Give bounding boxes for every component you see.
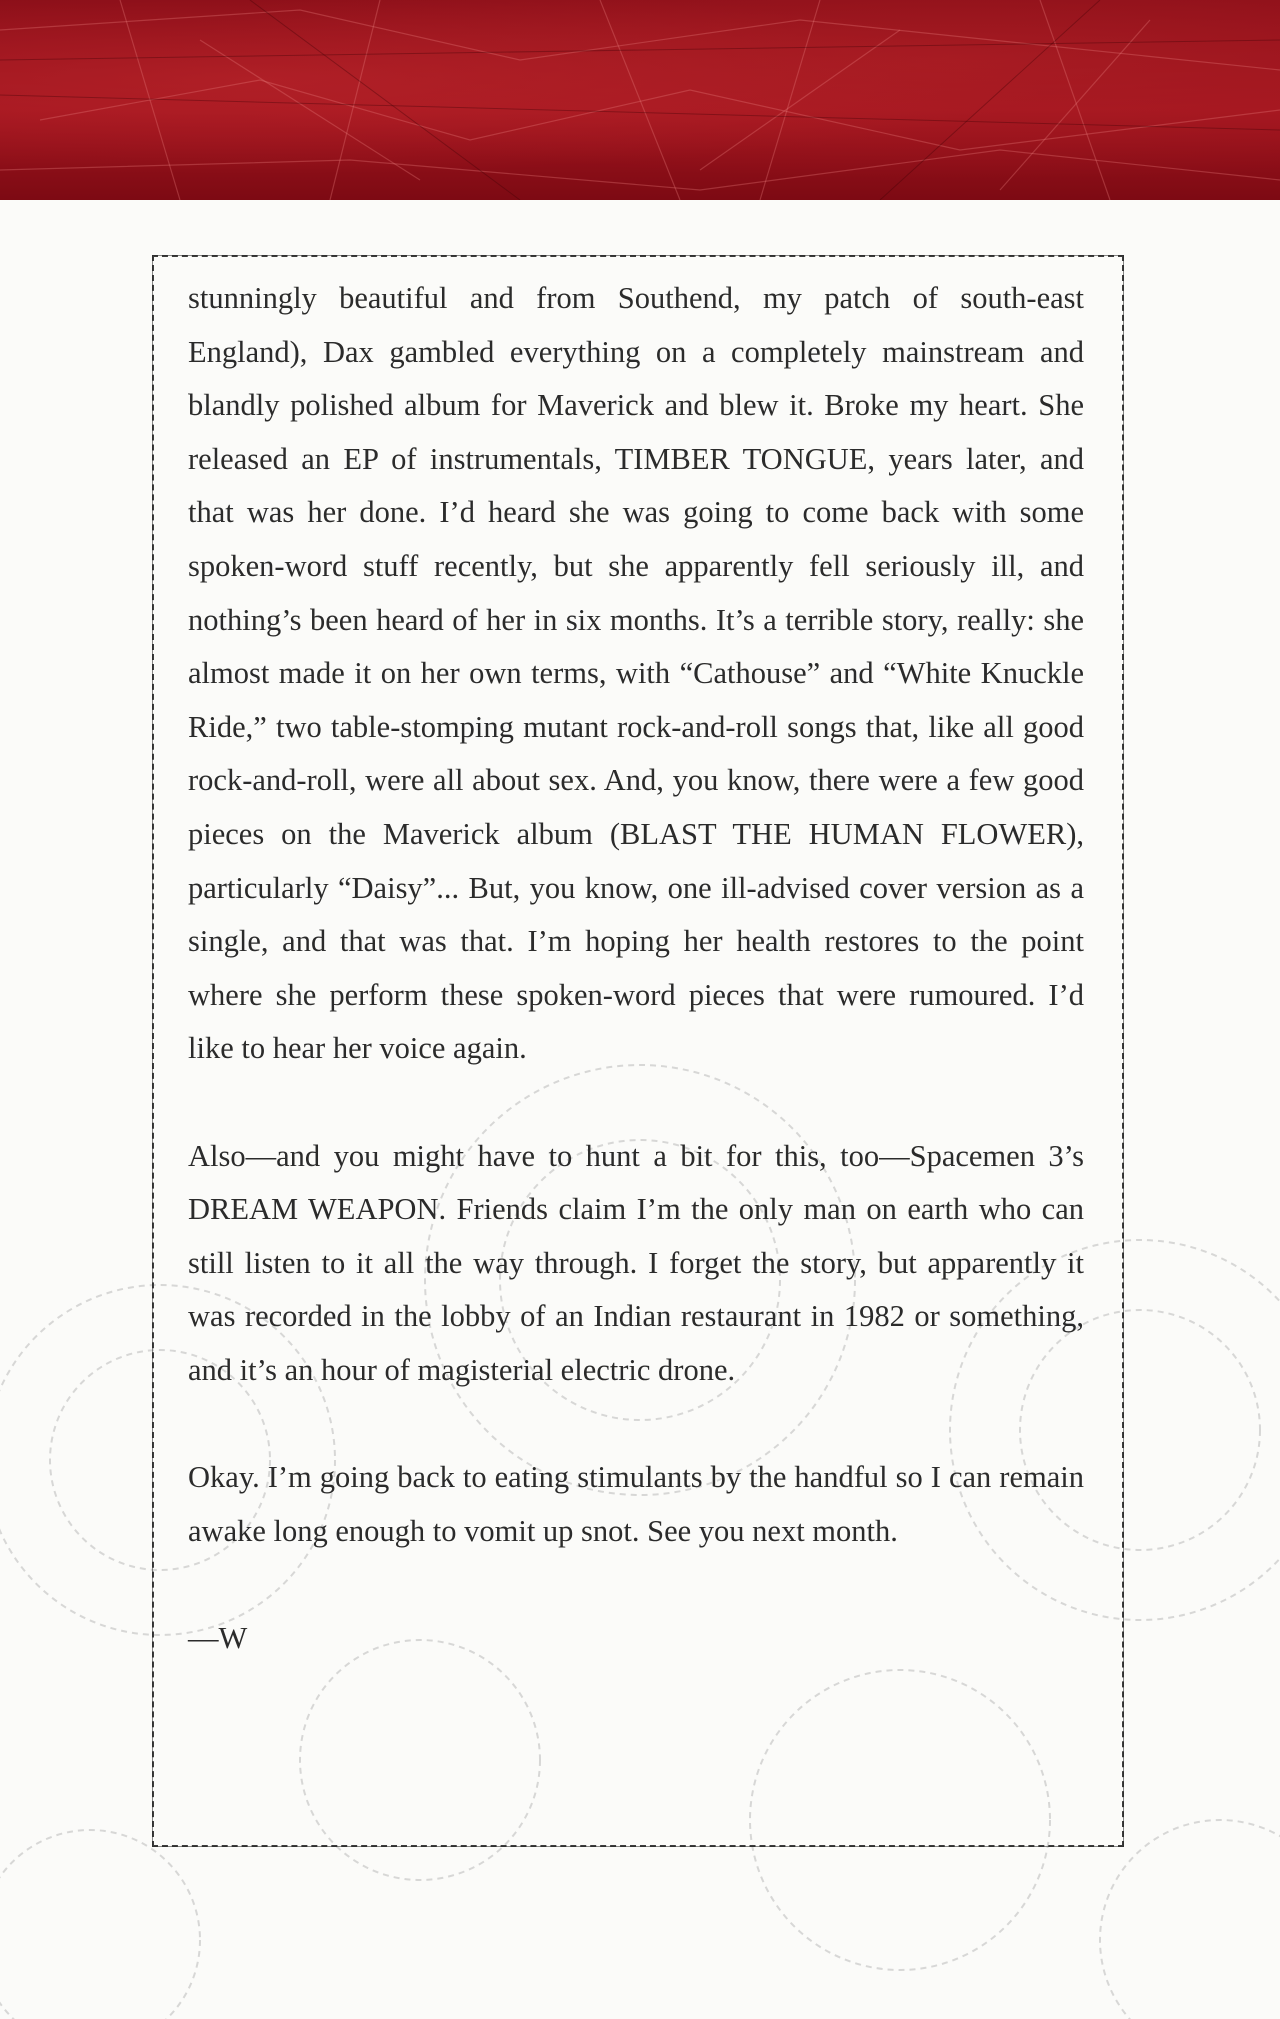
letter-signature: —W <box>188 1620 248 1655</box>
letter-paragraph: Okay. I’m going back to eating stimulants by the handful so I can remain awake long enough to vomit up snot. See you next month. <box>188 1460 1084 1548</box>
letter-body <box>188 272 1084 1719</box>
red-scratched-banner <box>0 0 1280 200</box>
letter-paragraph: Also—and you might have to hunt a bit for this, too—Spacemen 3’s DREAM WEAPON. Friends claim I’m the only man on earth who can still listen to it all the way through. I forget the story, but apparently it was recorded in the lobby of an Indian restaurant in 1982 or something, and it’s an hour of magisterial electric drone. <box>188 1138 1084 1387</box>
letter-paragraph: stunningly beautiful and from Southend, my patch of south-east England), Dax gambled everything on a completely mainstream and blandly polished album for Maverick and blew it. Broke my heart. She released an EP of instrumentals, TIMBER TONGUE, years later, and that was her done. I’d heard she was going to come back with some spoken-word stuff recently, but she apparently fell seriously ill, and nothing’s been heard of her in six months. It’s a terrible story, really: she almost made it on her own terms, with “Cathouse” and “White Knuckle Ride,” two table-stomping mutant rock-and-roll songs that, like all good rock-and-roll, were all about sex. And, you know, there were a few good pieces on the Maverick album (BLAST THE HUMAN FLOWER), particularly “Daisy”... But, you know, one ill-advised cover version as a single, and that was that. I’m hoping her health restores to the point where she perform these spoken-word pieces that were rumoured. I’d like to hear her voice again. <box>188 281 1084 1066</box>
scratch-texture <box>0 0 1280 200</box>
